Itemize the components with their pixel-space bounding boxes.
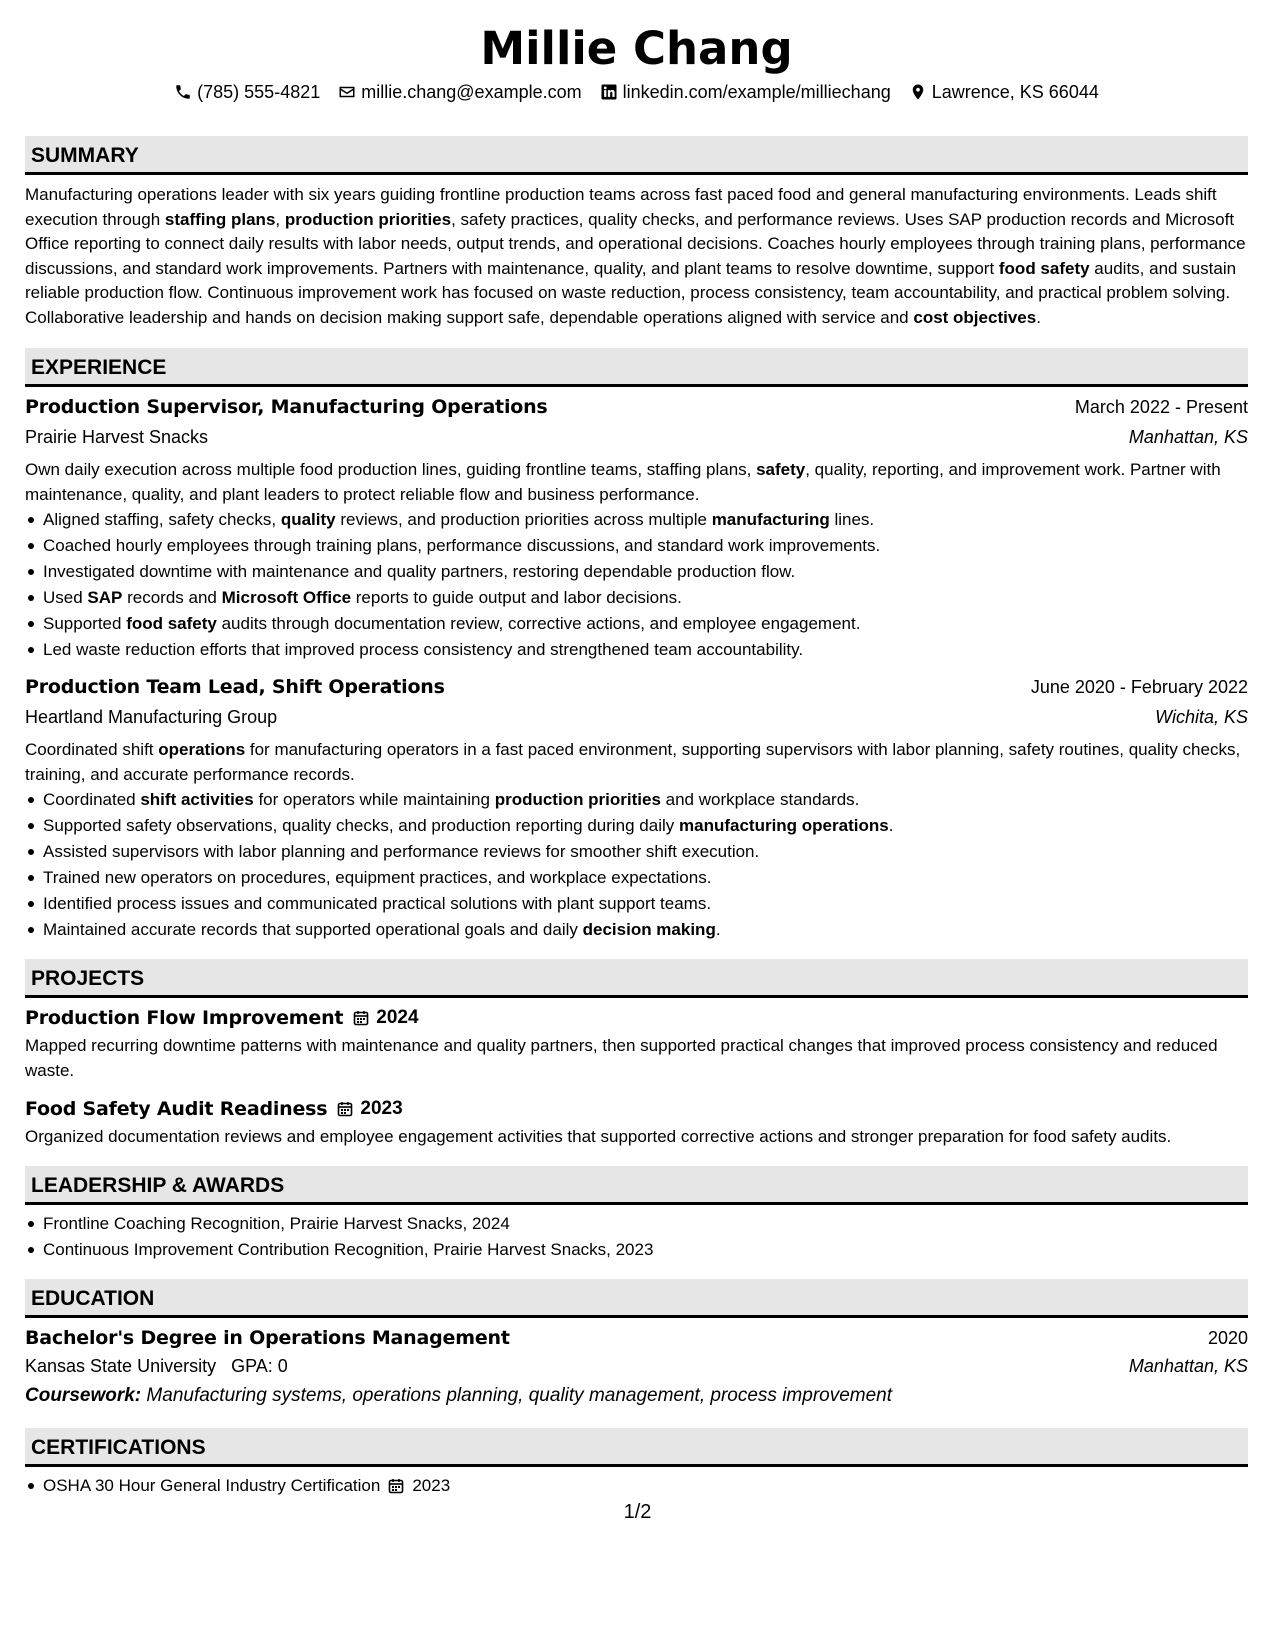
- school-location: Manhattan, KS: [1128, 1355, 1248, 1376]
- calendar-icon: [353, 1010, 369, 1026]
- phone-icon: [174, 83, 192, 101]
- list-item: Investigated downtime with maintenance and quality partners, restoring dependable production flow.: [25, 559, 1248, 585]
- envelope-icon: [338, 83, 356, 101]
- project-entry: [25, 1095, 1248, 1150]
- gpa-text: GPA: 0: [231, 1355, 288, 1376]
- list-item: Supported food safety audits through documentation review, corrective actions, and employee engagement.: [25, 611, 1248, 637]
- project-description: Organized documentation reviews and employee engagement activities that supported corrective actions and stronger preparation for food safety audits.: [25, 1127, 1172, 1146]
- list-item: Coached hourly employees through training plans, performance discussions, and standard work improvements.: [25, 533, 1248, 559]
- degree-title: Bachelor's Degree in Operations Management: [25, 1326, 510, 1349]
- school-line: [25, 1352, 288, 1380]
- project-title: Food Safety Audit Readiness: [25, 1098, 328, 1120]
- calendar-icon: [388, 1478, 404, 1494]
- list-item: Supported safety observations, quality checks, and production reporting during daily manufacturing operations.: [25, 813, 1248, 839]
- summary-text: Manufacturing operations leader with six years guiding frontline production teams across fast paced food and general manufacturing environments. Leads shift execution through staffing plans, production priorities, safety practices, quality checks, and performance reviews. Uses SAP production records and Microsoft Office reporting to connect daily results with labor needs, output trends, and operational decisions. Coaches hourly employees through training plans, performance discussions, and standard work improvements. Partners with maintenance, quality, and plant teams to resolve downtime, support food safety audits, and sustain reliable production flow. Continuous improvement work has focused on waste reduction, process consistency, team accountability, and practical problem solving. Collaborative leadership and hands on decision making support safe, dependable operations aligned with service and cost objectives.: [25, 185, 1246, 327]
- section-certifications-heading: CERTIFICATIONS: [25, 1428, 1248, 1467]
- job-description: Own daily execution across multiple food production lines, guiding frontline teams, staffing plans, safety, quality, reporting, and improvement work. Partner with maintenance, quality, and plant leaders to protect reliable flow and business performance.: [25, 460, 1221, 504]
- list-item: Led waste reduction efforts that improved process consistency and strengthened team accountability.: [25, 637, 1248, 663]
- contact-location: [909, 80, 1099, 104]
- certification-year: 2023: [412, 1475, 451, 1495]
- page-number: 1/2: [623, 1501, 652, 1523]
- list-item: Identified process issues and communicated practical solutions with plant support teams.: [25, 891, 1248, 917]
- list-item: Aligned staffing, safety checks, quality reviews, and production priorities across multiple manufacturing lines.: [25, 507, 1248, 533]
- experience-entry: [25, 673, 1248, 943]
- list-item: [25, 1473, 1248, 1499]
- job-location: Wichita, KS: [1155, 707, 1248, 727]
- contact-email[interactable]: [338, 80, 581, 104]
- section-experience-heading: EXPERIENCE: [25, 348, 1248, 387]
- section-education-heading: EDUCATION: [25, 1279, 1248, 1318]
- company-name: Heartland Manufacturing Group: [25, 707, 278, 727]
- candidate-name: Millie Chang: [480, 22, 793, 75]
- contact-linkedin[interactable]: [600, 80, 891, 104]
- leadership-list: [25, 1211, 1248, 1263]
- coursework-line: [25, 1382, 1248, 1410]
- list-item: Frontline Coaching Recognition, Prairie Harvest Snacks, 2024: [25, 1211, 1248, 1237]
- phone-text: (785) 555-4821: [197, 82, 321, 102]
- list-item: Used SAP records and Microsoft Office reports to guide output and labor decisions.: [25, 585, 1248, 611]
- location-text: Lawrence, KS 66044: [931, 82, 1099, 102]
- linkedin-icon: [600, 83, 618, 101]
- list-item: Trained new operators on procedures, equipment practices, and workplace expectations.: [25, 865, 1248, 891]
- certification-name: OSHA 30 Hour General Industry Certification: [43, 1475, 381, 1495]
- map-pin-icon: [909, 83, 927, 101]
- section-projects-heading: PROJECTS: [25, 959, 1248, 998]
- project-date: 2023: [337, 1095, 402, 1123]
- job-description: Coordinated shift operations for manufacturing operators in a fast paced environment, supporting supervisors with labor planning, safety routines, quality checks, training, and accurate performance records.: [25, 740, 1241, 784]
- email-text[interactable]: millie.chang@example.com: [361, 82, 582, 102]
- school-name: Kansas State University: [25, 1355, 217, 1376]
- project-title: Production Flow Improvement: [25, 1007, 344, 1029]
- section-summary-heading: SUMMARY: [25, 136, 1248, 175]
- list-item: Maintained accurate records that supported operational goals and daily decision making.: [25, 917, 1248, 943]
- project-description: Mapped recurring downtime patterns with maintenance and quality partners, then supported practical changes that improved process consistency and reduced waste.: [25, 1036, 1218, 1080]
- job-date: March 2022 - Present: [1074, 397, 1248, 417]
- job-bullets: [25, 787, 1248, 943]
- section-leadership-heading: LEADERSHIP & AWARDS: [25, 1166, 1248, 1205]
- project-date: 2024: [353, 1004, 418, 1032]
- experience-entry: [25, 393, 1248, 663]
- job-location: Manhattan, KS: [1128, 427, 1248, 447]
- contact-bar: [25, 80, 1248, 104]
- certifications-list: [25, 1473, 1248, 1499]
- coursework-label: Coursework:: [25, 1384, 142, 1406]
- job-title: Production Supervisor, Manufacturing Operations: [25, 396, 548, 418]
- list-item: Continuous Improvement Contribution Recognition, Prairie Harvest Snacks, 2023: [25, 1237, 1248, 1263]
- job-date: June 2020 - February 2022: [1030, 677, 1248, 697]
- calendar-icon: [337, 1101, 353, 1117]
- education-entry: [25, 1324, 1248, 1410]
- list-item: Coordinated shift activities for operators while maintaining production priorities and workplace standards.: [25, 787, 1248, 813]
- contact-phone: [174, 80, 320, 104]
- job-title: Production Team Lead, Shift Operations: [25, 676, 445, 698]
- job-bullets: [25, 507, 1248, 663]
- company-name: Prairie Harvest Snacks: [25, 427, 209, 447]
- linkedin-text[interactable]: linkedin.com/example/milliechang: [622, 82, 891, 102]
- coursework-text: Manufacturing systems, operations planning, quality management, process improvement: [141, 1384, 893, 1406]
- project-entry: [25, 1004, 1248, 1083]
- list-item: Assisted supervisors with labor planning and performance reviews for smoother shift execution.: [25, 839, 1248, 865]
- degree-year: 2020: [1207, 1327, 1248, 1348]
